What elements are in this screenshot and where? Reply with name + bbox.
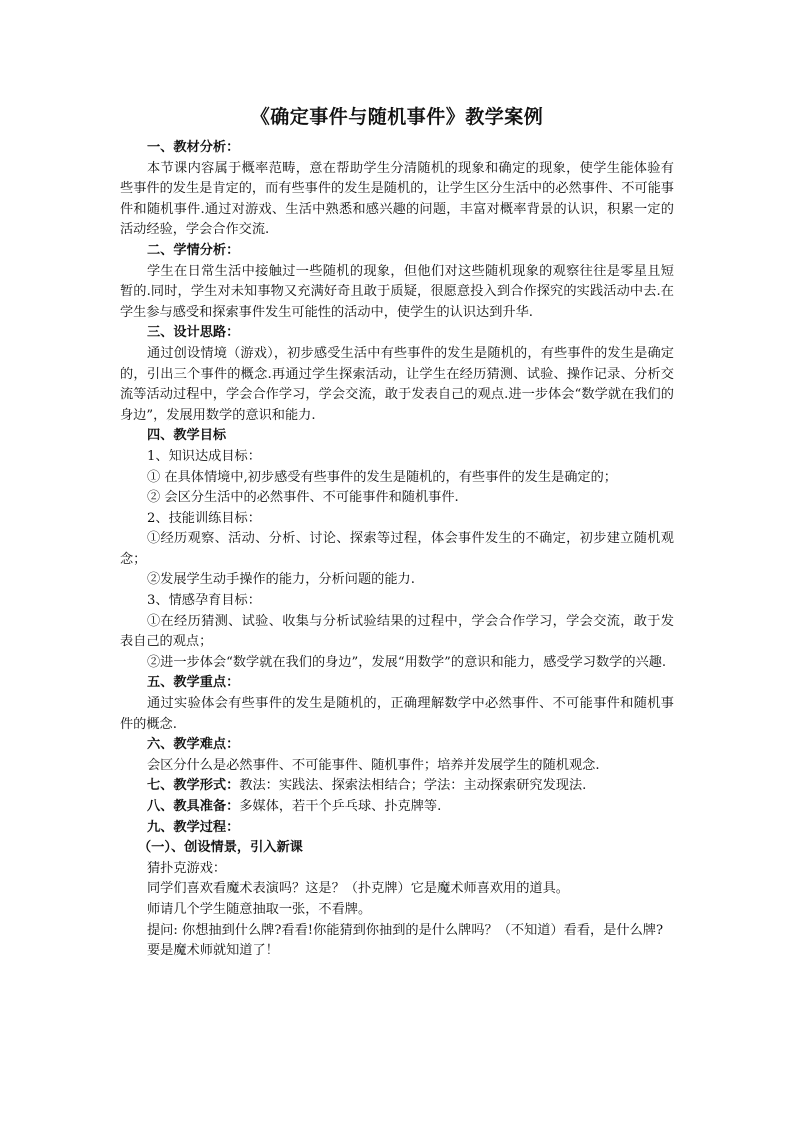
section-inline <box>120 797 674 818</box>
section-heading: 四、教学目标 <box>147 428 227 444</box>
goal-item: ②发展学生动手操作的能力，分析问题的能力. <box>147 572 415 588</box>
section-paragraph: 通过实验体会有些事件的发生是随机的，正确理解数学中必然事件、不可能事件和随机事件的概念. <box>120 696 674 732</box>
process-line: 同学们喜欢看魔术表演吗？这是？（扑克牌）它是魔术师喜欢用的道具。 <box>147 881 569 897</box>
section-heading: 三、设计思路： <box>147 325 240 341</box>
goal-item: ①经历观察、活动、分析、讨论、探索等过程，体会事件发生的不确定，初步建立随机观念； <box>120 531 674 567</box>
process-line: 要是魔术师就知道了！ <box>147 943 279 959</box>
section-text: 教法：实践法、探索法相结合；学法：主动探索研究发现法. <box>239 778 587 794</box>
goal-item: ①在经历猜测、试验、收集与分析试验结果的过程中，学会合作学习，学会交流，敢于发表自己的观点； <box>120 613 674 650</box>
document-body <box>120 138 674 962</box>
section-paragraph: 通过创设情境（游戏），初步感受生活中有些事件的发生是随机的，有些事件的发生是确定的，引出三个事件的概念.再通过学生探索活动，让学生在经历猜测、试验、操作记录、分析交流等活动过程中，学会合作学习，学会交流，敢于发表自己的观点.进一步体会“数学就在我们的身边”，发展用数学的意识和能力. <box>120 345 674 423</box>
process-line: 猜扑克游戏： <box>147 860 227 876</box>
section-heading: 一、教材分析： <box>147 140 240 155</box>
section-heading: 九、教学过程： <box>147 819 240 835</box>
goal-item: ② 会区分生活中的必然事件、不可能事件和随机事件. <box>147 490 459 506</box>
goal-item: ① 在具体情境中,初步感受有些事件的发生是随机的，有些事件的发生是确定的； <box>147 469 617 485</box>
section-heading: 八、教具准备： <box>147 799 240 814</box>
section-heading: 六、教学难点： <box>147 737 240 753</box>
section-paragraph: 学生在日常生活中接触过一些随机的现象，但他们对这些随机现象的观察往往是零星且短暂的.同时，学生对未知事物又充满好奇且敢于质疑，很愿意投入到合作探究的实践活动中去.在学生参与感受和探索事件发生可能性的活动中，使学生的认识达到升华. <box>120 263 674 320</box>
process-line: 师请几个学生随意抽取一张，不看牌。 <box>147 901 372 917</box>
page-title: 《确定事件与随机事件》教学案例 <box>250 106 544 128</box>
process-line: 提问: 你想抽到什么牌?看看!你能猜到你抽到的是什么牌吗？（不知道）看看，是什么牌? <box>147 922 664 938</box>
goal-label: 3、情感孕育目标： <box>147 593 261 609</box>
section-heading: 五、教学重点： <box>147 675 240 691</box>
goal-item: ②进一步体会“数学就在我们的身边”，发展“用数学”的意识和能力，感受学习数学的兴趣. <box>147 654 667 670</box>
goal-label: 1、知识达成目标： <box>147 448 261 464</box>
section-heading: 七、教学形式： <box>147 778 240 794</box>
section-paragraph: 本节课内容属于概率范畴，意在帮助学生分清随机的现象和确定的现象，使学生能体验有些事件的发生是肯定的，而有些事件的发生是随机的，让学生区分生活中的必然事件、不可能事件和随机事件.通过对游戏、生活中熟悉和感兴趣的问题，丰富对概率背景的认识，积累一定的活动经验，学会合作交流. <box>120 160 674 238</box>
goal-label: 2、技能训练目标： <box>147 510 261 526</box>
subsection-heading: （一）、创设情景，引入新课 <box>138 840 303 856</box>
section-heading: 二、学情分析： <box>147 242 240 258</box>
section-text: 多媒体，若干个乒乓球、扑克牌等. <box>239 799 442 814</box>
section-inline <box>120 776 674 797</box>
section-paragraph: 会区分什么是必然事件、不可能事件、随机事件；培养并发展学生的随机观念. <box>147 757 600 773</box>
